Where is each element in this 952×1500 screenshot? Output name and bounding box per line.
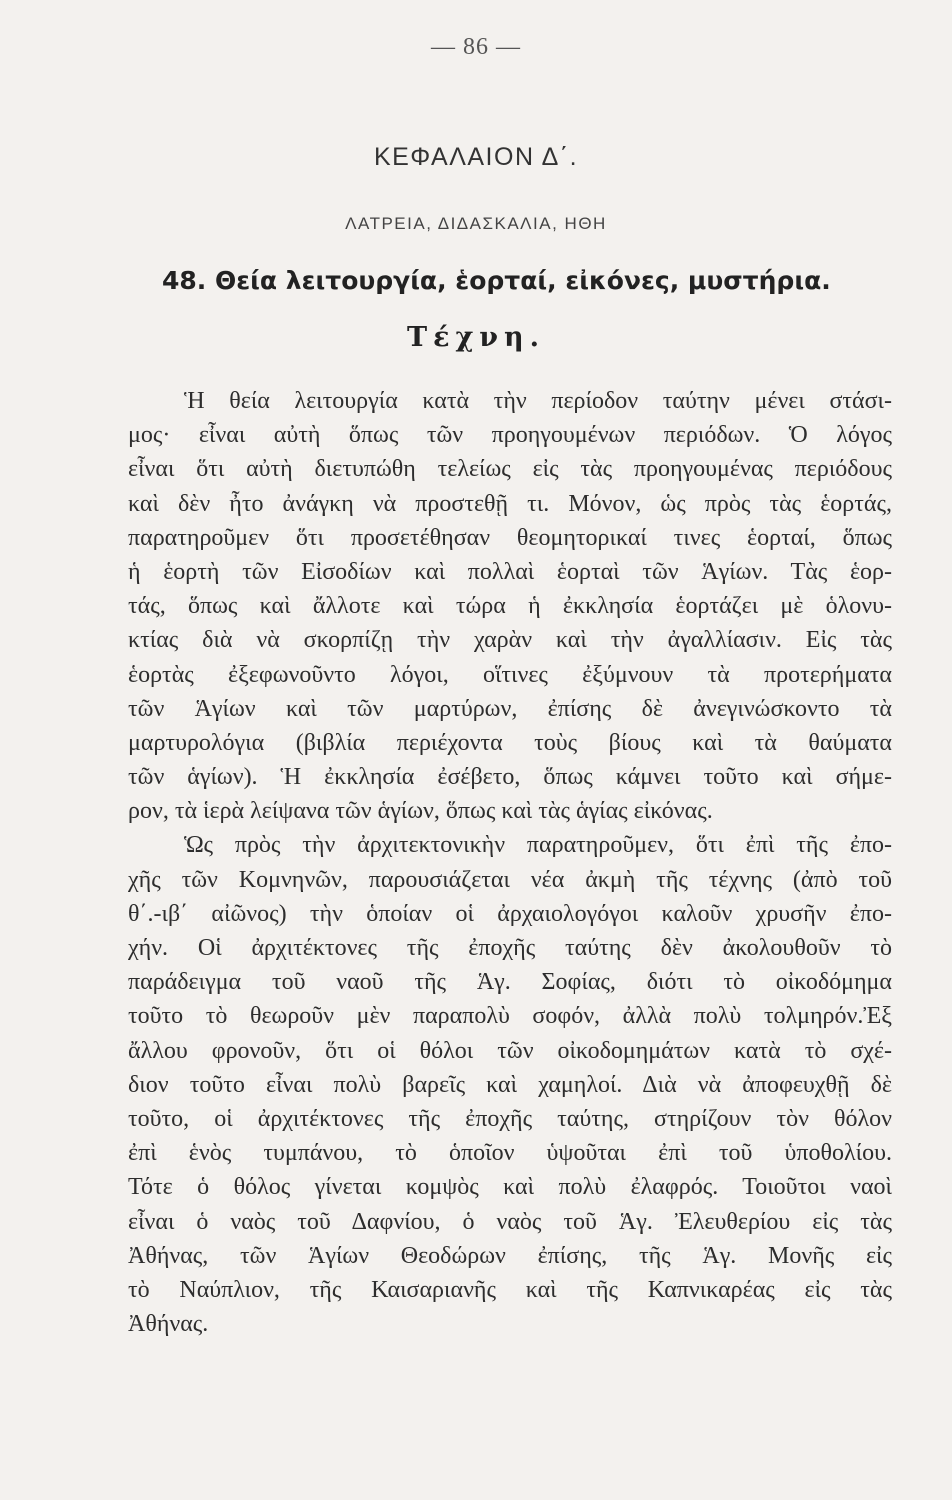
text-line: χήν. Οἱ ἀρχιτέκτονες τῆς ἐποχῆς ταύτης δὲν ἀκολουθοῦν τὸ: [128, 935, 892, 961]
section-heading: 48. Θεία λειτουργία, ἑορταί, εἰκόνες, μυστήρια.: [162, 266, 831, 295]
text-line: ρον, τὰ ἱερὰ λείψανα τῶν ἁγίων, ὅπως καὶ τὰς ἁγίας εἰκόνας.: [128, 798, 713, 825]
text-line: θ΄.-ιβ΄ αἰῶνος) τὴν ὁποίαν οἱ ἀρχαιολογόγοι καλοῦν χρυσῆν ἐπο-: [128, 900, 892, 927]
text-line: τοῦτο, οἱ ἀρχιτέκτονες τῆς ἐποχῆς ταύτης, στηρίζουν τὸν θόλον: [128, 1105, 892, 1132]
section-subheading: Τέχνη.: [406, 322, 546, 353]
text-line: καὶ δὲν ἦτο ἀνάγκη νὰ προστεθῇ τι. Μόνον, ὡς πρὸς τὰς ἑορτάς,: [128, 490, 892, 517]
text-line: ἄλλου φρονοῦν, ὅτι οἱ θόλοι τῶν οἰκοδομημάτων κατὰ τὸ σχέ-: [128, 1037, 892, 1064]
text-line: Ἀθήνας, τῶν Ἁγίων Θεοδώρων ἐπίσης, τῆς Ἁγ. Μονῆς εἰς: [128, 1242, 892, 1269]
text-line: τῶν Ἁγίων καὶ τῶν μαρτύρων, ἐπίσης δὲ ἀνεγινώσκοντο τὰ: [128, 695, 892, 722]
page-number: — 86 —: [431, 34, 521, 60]
text-line: τὸ Ναύπλιον, τῆς Καισαριανῆς καὶ τῆς Καπνικαρέας εἰς τὰς: [128, 1276, 892, 1303]
text-line: Ὡς πρὸς τὴν ἀρχιτεκτονικὴν παρατηροῦμεν, ὅτι ἐπὶ τῆς ἐπο-: [184, 832, 892, 859]
paragraph-1: [128, 384, 892, 828]
text-line: μαρτυρολόγια (βιβλία περιέχοντα τοὺς βίους καὶ τὰ θαύματα: [128, 729, 892, 756]
paragraph-2: [128, 828, 892, 1341]
text-line: Τότε ὁ θόλος γίνεται κομψὸς καὶ πολὺ ἐλαφρός. Τοιοῦτοι ναοὶ: [128, 1174, 892, 1201]
text-line: Ἀθήνας.: [128, 1311, 209, 1338]
text-line: εἶναι ὅτι αὐτὴ διετυπώθη τελείως εἰς τὰς προηγουμένας περιόδους: [128, 456, 892, 483]
text-line: τῶν ἁγίων). Ἡ ἐκκλησία ἐσέβετο, ὅπως κάμνει τοῦτο καὶ σήμε-: [128, 764, 892, 791]
text-line: ἐπὶ ἑνὸς τυμπάνου, τὸ ὁποῖον ὑψοῦται ἐπὶ τοῦ ὑποθολίου.: [128, 1140, 892, 1167]
text-line: διον τοῦτο εἶναι πολὺ βαρεῖς καὶ χαμηλοί. Διὰ νὰ ἀποφευχθῇ δὲ: [128, 1071, 892, 1098]
chapter-subtitle: ΛΑΤΡΕΙΑ, ΔΙΔΑΣΚΑΛΙΑ, ΗΘΗ: [345, 214, 607, 233]
body-text: [128, 384, 892, 1341]
text-line: παράδειγμα τοῦ ναοῦ τῆς Ἁγ. Σοφίας, διότι τὸ οἰκοδόμημα: [128, 969, 892, 996]
text-line: τάς, ὅπως καὶ ἄλλοτε καὶ τώρα ἡ ἐκκλησία ἑορτάζει μὲ ὁλονυ-: [128, 593, 892, 620]
text-line: κτίας διὰ νὰ σκορπίζῃ τὴν χαρὰν καὶ τὴν ἀγαλλίασιν. Εἰς τὰς: [128, 627, 892, 654]
chapter-title: ΚΕΦΑΛΑΙΟΝ Δ΄.: [373, 143, 579, 171]
text-line: μος· εἶναι αὐτὴ ὅπως τῶν προηγουμένων περιόδων. Ὁ λόγος: [128, 422, 892, 449]
text-line: χῆς τῶν Κομνηνῶν, παρουσιάζεται νέα ἀκμὴ τῆς τέχνης (ἀπὸ τοῦ: [128, 866, 892, 893]
text-line: ἡ ἑορτὴ τῶν Εἰσοδίων καὶ πολλαὶ ἑορταὶ τῶν Ἁγίων. Τὰς ἑορ-: [128, 558, 892, 585]
text-line: παρατηροῦμεν ὅτι προσετέθησαν θεομητορικαί τινες ἑορταί, ὅπως: [128, 524, 892, 551]
text-line: εἶναι ὁ ναὸς τοῦ Δαφνίου, ὁ ναὸς τοῦ Ἁγ. Ἐλευθερίου εἰς τὰς: [128, 1208, 892, 1235]
text-line: τοῦτο τὸ θεωροῦν μὲν παραπολὺ σοφόν, ἀλλὰ πολὺ τολμηρόν.Ἐξ: [128, 1003, 892, 1030]
text-line: ἑορτὰς ἐξεφωνοῦντο λόγοι, οἵτινες ἐξύμνουν τὰ προτερήματα: [128, 661, 892, 688]
text-line: Ἡ θεία λειτουργία κατὰ τὴν περίοδον ταύτην μένει στάσι-: [184, 388, 892, 414]
